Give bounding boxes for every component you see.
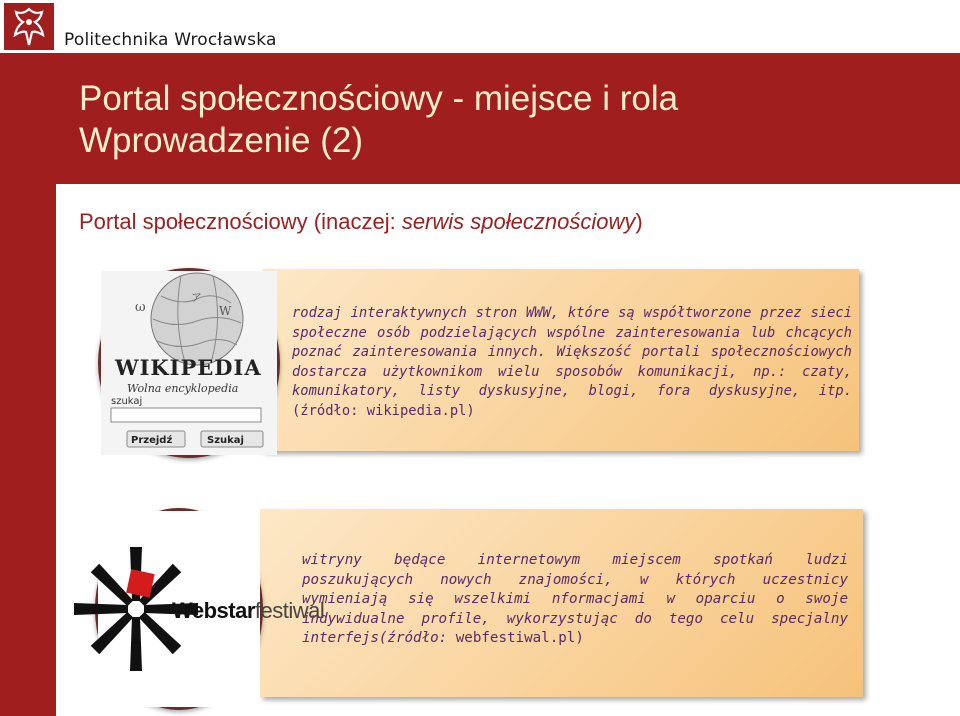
wikipedia-logo-image xyxy=(98,268,280,458)
slide-title-line1: Portal społecznościowy - miejsce i rola xyxy=(79,79,679,118)
definition-text-2 xyxy=(302,551,848,649)
definition-2-body: witryny będące internetowym miejscem spotkań ludzi poszukujących nowych znajomości, w których uczestnicy wymieniają się wszelkimi nformacjami w oparciu o swoje indywidualne profile, wykorzystując do tego celu specjalny interfejs(źródło: xyxy=(302,552,848,646)
svg-text:ア: ア xyxy=(191,291,202,304)
webstar-festiwal-logo-image xyxy=(95,508,325,710)
webstar-brand-light: festiwal xyxy=(254,598,325,623)
subtitle-plain: Portal społecznościowy (inaczej: xyxy=(79,209,402,234)
webstar-brand-bold: Webstar xyxy=(172,598,255,623)
wikipedia-search-button-label: Szukaj xyxy=(207,435,244,446)
definition-1-source: (źródło: wikipedia.pl) xyxy=(292,402,475,419)
wikipedia-tagline: Wolna encyklopedia xyxy=(127,382,239,395)
definition-text-1 xyxy=(292,304,852,421)
university-name: Politechnika Wrocławska xyxy=(64,30,277,50)
wikipedia-search-input xyxy=(111,408,261,422)
wikipedia-wordmark: WIKIPEDIA xyxy=(115,355,262,380)
definition-1-body: rodzaj interaktywnych stron WWW, które są współtworzone przez sieci społeczne osób podzielających wspólne zainteresowania lub chcących poznać zainteresowania innych. Większość portali społecznościowych dostarcza użytkownikom wielu sposobów komunikacji, np.: czaty, komunikatory, listy dyskusyjne, blogi, fora dyskusyjne, itp. xyxy=(292,305,852,399)
svg-text:W: W xyxy=(219,304,232,318)
slide-subtitle xyxy=(79,209,643,235)
definition-card-wikipedia xyxy=(262,269,859,451)
subtitle-end: ) xyxy=(635,209,643,234)
subtitle-italic: serwis społecznościowy xyxy=(401,209,636,234)
slide-title-line2: Wprowadzenie (2) xyxy=(79,121,363,160)
left-accent-strip xyxy=(0,53,56,716)
eagle-icon xyxy=(4,3,54,50)
slide-title xyxy=(79,78,678,162)
svg-text:Webstarfestiwal xyxy=(172,598,324,623)
wikipedia-go-label: Przejdź xyxy=(131,435,173,446)
definition-card-webstar xyxy=(260,509,863,697)
definition-2-source: webfestiwal.pl) xyxy=(455,630,584,646)
svg-text:ω: ω xyxy=(135,300,146,315)
university-logo xyxy=(4,3,54,50)
wikipedia-search-label: szukaj xyxy=(111,396,143,407)
